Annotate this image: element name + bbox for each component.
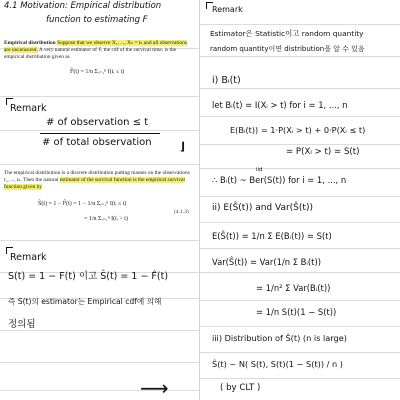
expectation-estimator: E(Ŝ(t)) = 1/n Σ E(Bᵢ(t)) = S(t): [212, 231, 332, 241]
intro-line1: Estimator은 Statistic이고 random quantity: [210, 29, 364, 38]
let-line: let Bᵢ(t) = I(Xᵢ > t) for i = 1, ..., n: [212, 100, 348, 110]
definition-highlight: Suppose that we observe X₁, ..., Xₙ = tₙ and all observations are uncensored.: [4, 40, 187, 53]
remark2-title: Remark: [10, 252, 47, 263]
fraction-bar: [40, 133, 160, 134]
emp-text-highlight: estimator of the survival function is the empirical survival function given by: [4, 177, 185, 190]
remark1-denominator: # of total observation: [42, 137, 152, 148]
remark2-line3: 정의됨: [8, 319, 36, 330]
expectation-result: = P(Xᵢ > t) = S(t): [286, 147, 360, 157]
arrow-icon: ⟶: [140, 376, 169, 400]
normal-approximation: Ŝ(t) ~ N( S(t), S(t)(1 − S(t)) / n ): [212, 359, 343, 369]
remark1-title: Remark: [10, 103, 47, 114]
remark-title: Remark: [212, 5, 243, 14]
variance-line1: Var(Ŝ(t)) = Var(1/n Σ Bᵢ(t)): [212, 257, 321, 267]
remark1-end-mark: ⌋: [180, 140, 186, 153]
remark2-line2: 즉 S(t)의 estimator는 Empirical cdf에 의해: [8, 297, 162, 306]
section-heading-line1: 4.1 Motivation: Empirical distribution: [4, 1, 162, 11]
right-notebook-page: [200, 0, 400, 400]
definition-paragraph: [4, 40, 194, 61]
bernoulli-line: ∴ Bᵢ(t) ~ Ber(S(t)) for i = 1, ..., n: [212, 175, 347, 185]
clt-note: ( by CLT ): [220, 383, 261, 393]
definition-title: Empirical distribution: [4, 40, 56, 46]
variance-line2: = 1/n² Σ Var(Bᵢ(t)): [256, 283, 331, 293]
empirical-cdf-formula: F̂(t) = 1/n Σᵢ₌₁ⁿ I(tᵢ ≤ t): [70, 69, 125, 75]
definition-rest: A very natural estimator of F, the cdf of the survival time, is the empirical distribution given as: [4, 47, 177, 60]
variance-line3: = 1/n S(t)(1 − S(t)): [256, 307, 337, 317]
equation-number: (4.1.3): [174, 209, 189, 215]
intro-line2: random quantity이면 distribution을 알 수 있음: [210, 45, 365, 53]
survival-formula-line1: Ŝ(t) = 1 − F̂(t) = 1 − 1/n Σᵢ₌₁ⁿ I(tᵢ ≤ t): [38, 201, 127, 207]
item-i: i) Bᵢ(t): [212, 75, 241, 86]
item-ii: ii) E(Ŝ(t)) and Var(Ŝ(t)): [212, 203, 313, 213]
remark1-numerator: # of observation ≤ t: [46, 117, 149, 128]
iid-label: iid: [256, 167, 263, 173]
survival-formula-line2: = 1/n Σᵢ₌₁ⁿ I(tᵢ > t): [84, 216, 128, 222]
item-iii: iii) Distribution of Ŝ(t) (n is large): [212, 333, 347, 343]
emp-text-a: The empirical distribution is a discrete distribution putting masses on the observations t₁, ..., tₙ. Then the natural: [4, 170, 190, 183]
remark2-line1: S(t) = 1 − F(t) 이고 Ŝ(t) = 1 − F̂(t): [8, 271, 169, 282]
empirical-survival-paragraph: [4, 170, 194, 191]
expectation-line: E(Bᵢ(t)) = 1·P(Xᵢ > t) + 0·P(Xᵢ ≤ t): [230, 125, 366, 135]
section-heading-line2: function to estimating F: [46, 15, 148, 25]
